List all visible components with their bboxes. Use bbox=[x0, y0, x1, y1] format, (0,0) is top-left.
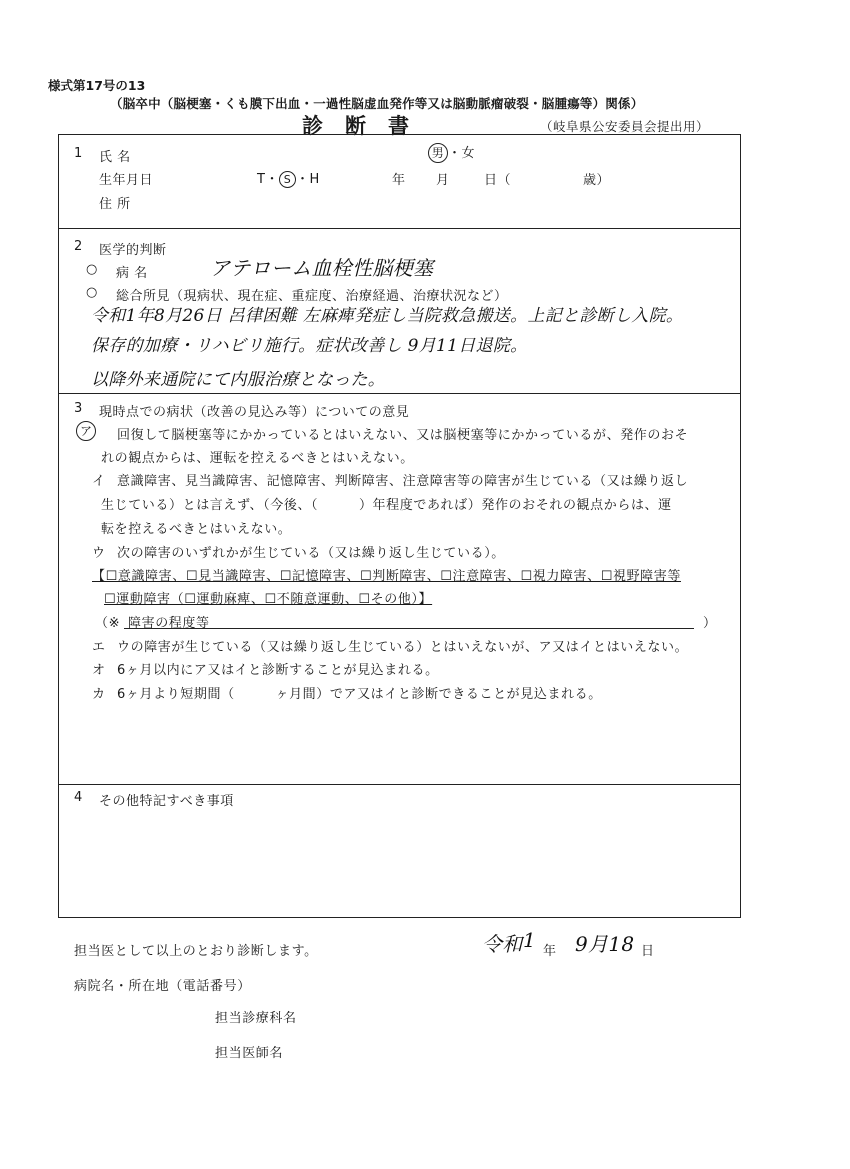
date-era: 令和 bbox=[482, 932, 523, 956]
era-t: T・ bbox=[257, 172, 279, 187]
degree-prefix: （※ bbox=[95, 616, 121, 631]
form-subtitle: （脳卒中（脳梗塞・くも膜下出血・一過性脳虚血発作等又は脳動脈瘤破裂・脳腫瘍等）関係） bbox=[110, 96, 644, 111]
department-label: 担当診療科名 bbox=[215, 1011, 297, 1026]
option-e-mark[interactable]: エ bbox=[92, 640, 106, 655]
date-year: 1 bbox=[523, 928, 537, 952]
address-label: 住 所 bbox=[99, 197, 131, 212]
disease-label: 病 名 bbox=[116, 266, 148, 281]
option-e-line-1: ウの障害が生じている（又は繰り返し生じている）とはいえないが、ア又はイとはいえない。 bbox=[117, 640, 689, 655]
option-a-selected[interactable] bbox=[76, 421, 96, 441]
findings-line-1: 令和1年8月26日 呂律困難 左麻痺発症し当院救急搬送。上記と診断し入院。 bbox=[91, 306, 684, 326]
findings-line-3: 以降外来通院にて内服治療となった。 bbox=[91, 370, 386, 390]
date-month-day: 9月18 bbox=[575, 932, 635, 956]
disease-bullet: ○ bbox=[86, 262, 98, 277]
sex-male-circled[interactable]: 男 bbox=[428, 143, 448, 163]
date-year-label: 年 bbox=[543, 944, 557, 959]
name-label: 氏 名 bbox=[99, 150, 131, 165]
era-s-circled[interactable]: S bbox=[279, 171, 296, 188]
option-i-mark[interactable]: イ bbox=[92, 474, 106, 489]
section-4-number: 4 bbox=[74, 790, 83, 805]
era-selector[interactable] bbox=[257, 168, 320, 188]
findings-bullet: ○ bbox=[86, 285, 98, 300]
findings-label: 総合所見（現病状、現在症、重症度、治療経過、治療状況など） bbox=[116, 289, 508, 304]
age-label: 歳） bbox=[583, 173, 611, 188]
option-ka-line-1: 6ヶ月より短期間（ ヶ月間）でア又はイと診断できることが見込まれる。 bbox=[117, 687, 602, 702]
date-day-label: 日 bbox=[641, 944, 655, 959]
page-title: 診断書 bbox=[302, 114, 431, 138]
section-4-heading: その他特記すべき事項 bbox=[99, 794, 234, 809]
section-divider-1 bbox=[58, 228, 741, 229]
degree-underline[interactable] bbox=[124, 628, 694, 629]
dob-month-label: 月 bbox=[436, 173, 450, 188]
form-number: 様式第17号の13 bbox=[48, 78, 146, 93]
disease-value: アテローム血栓性脳梗塞 bbox=[210, 256, 434, 280]
option-a-line-1: 回復して脳梗塞等にかかっているとはいえない、又は脳梗塞等にかかっているが、発作のおそ bbox=[117, 428, 689, 443]
hospital-label: 病院名・所在地（電話番号） bbox=[74, 979, 251, 994]
option-i-line-1: 意識障害、見当識障害、記憶障害、判断障害、注意障害等の障害が生じている（又は繰り返し bbox=[117, 474, 689, 489]
option-a-mark[interactable]: ア bbox=[76, 421, 96, 441]
degree-suffix: ） bbox=[703, 616, 717, 631]
option-u-line-1: 次の障害のいずれかが生じている（又は繰り返し生じている）。 bbox=[117, 546, 505, 561]
dob-label: 生年月日 bbox=[99, 173, 154, 188]
diagnosis-statement: 担当医として以上のとおり診断します。 bbox=[74, 944, 318, 959]
sex-selector[interactable] bbox=[428, 142, 475, 163]
impairment-checklist-1[interactable]: 【☐意識障害、☐見当識障害、☐記憶障害、☐判断障害、☐注意障害、☐視力障害、☐視野障害等 bbox=[92, 569, 681, 584]
submit-note: （岐阜県公安委員会提出用） bbox=[540, 119, 710, 134]
section-3-number: 3 bbox=[74, 401, 83, 416]
option-u-mark[interactable]: ウ bbox=[92, 546, 106, 561]
sex-female[interactable]: 女 bbox=[461, 146, 476, 161]
section-divider-3 bbox=[58, 784, 741, 785]
impairment-checklist-2[interactable]: ☐運動障害（☐運動麻痺、☐不随意運動、☐その他）】 bbox=[104, 592, 433, 607]
doctor-label: 担当医師名 bbox=[215, 1046, 284, 1061]
section-2-heading: 医学的判断 bbox=[99, 243, 167, 258]
dob-year-label: 年 bbox=[392, 173, 406, 188]
section-3-heading: 現時点での病状（改善の見込み等）についての意見 bbox=[99, 405, 410, 420]
section-divider-2 bbox=[58, 393, 741, 394]
option-i-line-2: 生じている）とは言えず、（今後、（ ）年程度であれば）発作のおそれの観点からは、運 bbox=[101, 498, 672, 513]
section-2-number: 2 bbox=[74, 239, 83, 254]
dob-day-label: 日（ bbox=[484, 173, 512, 188]
option-o-line-1: 6ヶ月以内にア又はイと診断することが見込まれる。 bbox=[117, 663, 439, 678]
findings-line-2: 保存的加療・リハビリ施行。症状改善し 9月11日退院。 bbox=[91, 336, 528, 356]
degree-label: 障害の程度等 bbox=[128, 616, 210, 631]
option-o-mark[interactable]: オ bbox=[92, 663, 106, 678]
section-1-number: 1 bbox=[74, 146, 83, 161]
era-h: ・H bbox=[295, 172, 320, 187]
option-i-line-3: 転を控えるべきとはいえない。 bbox=[101, 522, 292, 537]
sex-separator: ・ bbox=[448, 146, 462, 161]
option-a-line-2: れの観点からは、運転を控えるべきとはいえない。 bbox=[101, 451, 414, 466]
option-ka-mark[interactable]: カ bbox=[92, 687, 106, 702]
